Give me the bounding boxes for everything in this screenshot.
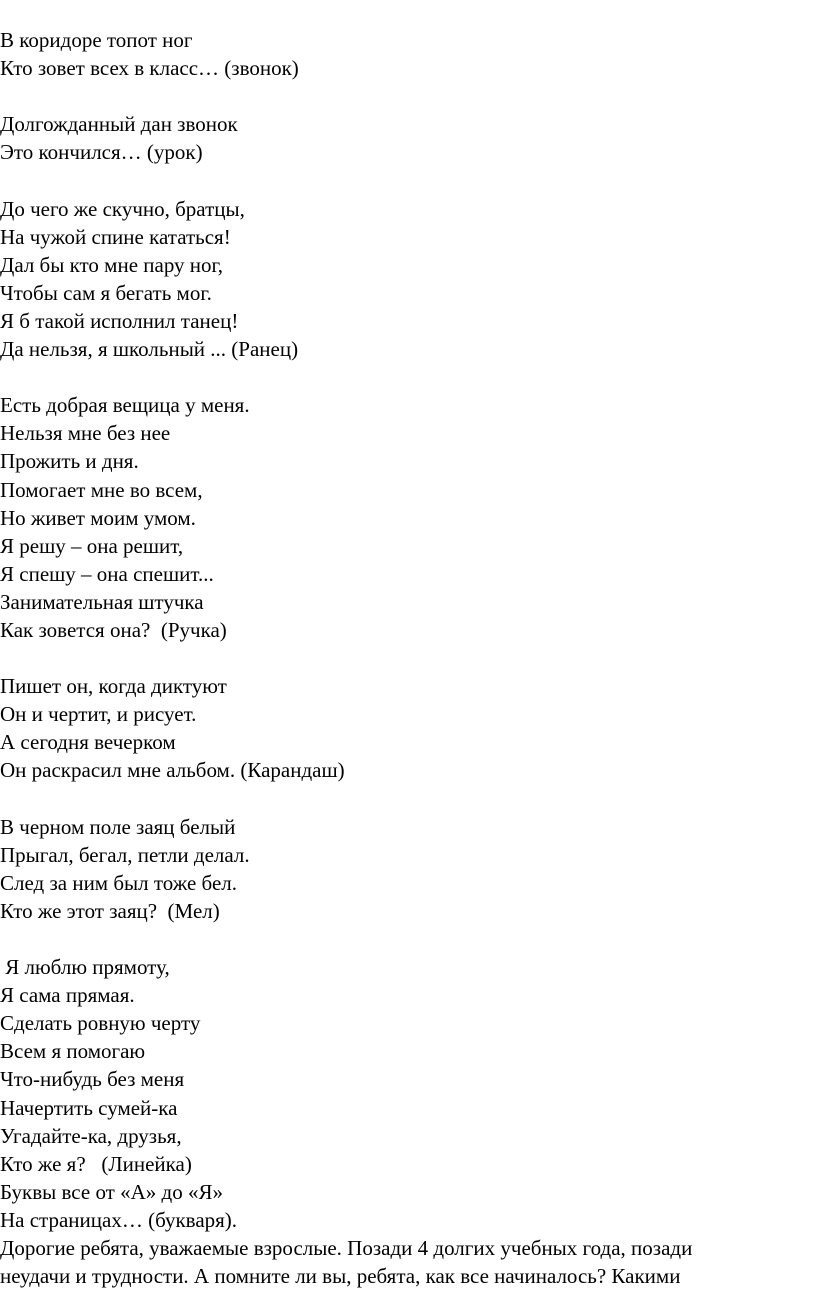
riddle-stanza-7 xyxy=(0,953,816,1234)
verse-line: Я б такой исполнил танец! xyxy=(0,308,239,333)
verse-line: В черном поле заяц белый xyxy=(0,814,236,839)
verse-line: Буквы все от «А» до «Я» xyxy=(0,1179,223,1204)
verse-line: Угадайте-ка, друзья, xyxy=(0,1123,182,1148)
speech-paragraph xyxy=(0,1234,816,1290)
verse-line: Кто же я? (Линейка) xyxy=(0,1151,192,1176)
verse-line: На страницах… (букваря). xyxy=(0,1207,238,1232)
verse-line: А сегодня вечерком xyxy=(0,730,176,755)
verse-line: Всем я помогаю xyxy=(0,1039,146,1064)
riddle-stanza-4 xyxy=(0,391,816,644)
verse-line: Занимательная штучка xyxy=(0,589,204,614)
riddle-stanza-1 xyxy=(0,26,816,82)
verse-line: Пишет он, когда диктуют xyxy=(0,674,227,699)
verse-line: Сделать ровную черту xyxy=(0,1011,201,1036)
verse-line: Прыгал, бегал, петли делал. xyxy=(0,842,250,867)
verse-line: До чего же скучно, братцы, xyxy=(0,196,245,221)
verse-line: Есть добрая вещица у меня. xyxy=(0,393,250,418)
paragraph-line: неудачи и трудности. А помните ли вы, ребята, как все начиналось? Какими xyxy=(0,1264,681,1289)
verse-line: Помогает мне во всем, xyxy=(0,477,203,502)
verse-line: Я люблю прямоту, xyxy=(0,955,170,980)
verse-line: Но живет моим умом. xyxy=(0,505,196,530)
verse-line: В коридоре топот ног xyxy=(0,28,193,52)
verse-line: Кто же этот заяц? (Мел) xyxy=(0,898,220,923)
verse-line: Это кончился… (урок) xyxy=(0,140,203,165)
document-page xyxy=(0,26,816,1290)
verse-line: Я спешу – она спешит... xyxy=(0,561,214,586)
verse-line: Дал бы кто мне пару ног, xyxy=(0,252,224,277)
verse-line: Я решу – она решит, xyxy=(0,533,184,558)
riddle-stanza-2 xyxy=(0,110,816,166)
verse-line: Нельзя мне без нее xyxy=(0,421,171,446)
verse-line: Он раскрасил мне альбом. (Карандаш) xyxy=(0,758,345,783)
riddle-stanza-5 xyxy=(0,672,816,784)
verse-line: Начертить сумей-ка xyxy=(0,1095,178,1120)
verse-line: Он и чертит, и рисует. xyxy=(0,702,197,727)
verse-line: След за ним был тоже бел. xyxy=(0,870,238,895)
verse-line: Кто зовет всех в класс… (звонок) xyxy=(0,56,299,81)
riddle-stanza-6 xyxy=(0,813,816,925)
verse-line: Я сама прямая. xyxy=(0,983,135,1008)
verse-line: Долгожданный дан звонок xyxy=(0,112,238,137)
verse-line: Как зовется она? (Ручка) xyxy=(0,617,227,642)
verse-line: Прожить и дня. xyxy=(0,449,139,474)
verse-line: Чтобы сам я бегать мог. xyxy=(0,280,212,305)
paragraph-line: Дорогие ребята, уважаемые взрослые. Позади 4 долгих учебных года, позади xyxy=(0,1236,693,1261)
riddle-stanza-3 xyxy=(0,195,816,364)
verse-line: Да нельзя, я школьный ... (Ранец) xyxy=(0,337,299,362)
verse-line: Что-нибудь без меня xyxy=(0,1067,185,1092)
verse-line: На чужой спине кататься! xyxy=(0,224,231,249)
